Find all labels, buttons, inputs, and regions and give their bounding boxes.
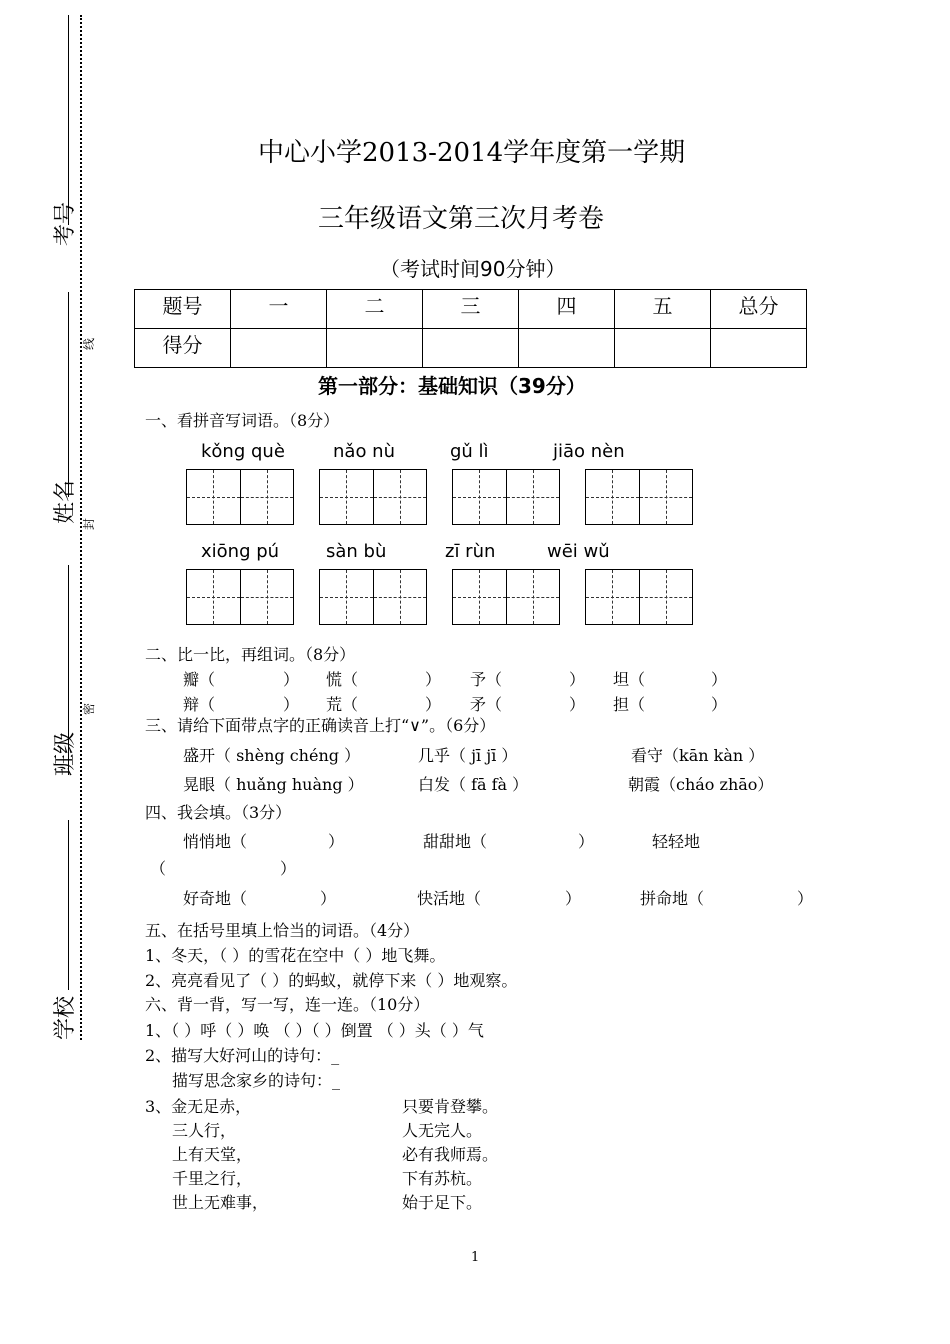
table-cell: 五: [615, 290, 711, 329]
q2-item: 担（: [613, 695, 646, 714]
xuexiao-label: 学校: [53, 995, 78, 1040]
q2-title: 二、比一比，再组词。（8分）: [145, 645, 356, 664]
table-cell: 总分: [711, 290, 807, 329]
pinyin-label: xiōng pú: [201, 541, 280, 562]
writing-grid[interactable]: [186, 569, 294, 625]
q4-item: 快活地（: [417, 889, 482, 908]
q4-item: 轻轻地: [652, 832, 701, 851]
q6-line: 2、描写大好河山的诗句：_: [145, 1046, 340, 1065]
q2-item: ）: [711, 695, 728, 714]
banji-label: 班级: [53, 731, 78, 776]
q2-item: ）: [283, 670, 300, 689]
q3-item: 朝霞（cháo zhāo）: [628, 775, 774, 794]
kaohao-label: 考号: [53, 201, 78, 246]
q2-item: 予（: [470, 670, 503, 689]
pinyin-label: gǔ lì: [450, 441, 489, 462]
q2-item: 荒（: [326, 695, 359, 714]
q4-item: 拼命地（: [640, 889, 705, 908]
q3-item: 看守（kān kàn ）: [631, 746, 765, 765]
q2-item: ）: [711, 670, 728, 689]
q6-line: 1、（ ）呼（ ）唤 （ ）（ ）倒置 （ ）头（ ）气: [145, 1021, 484, 1040]
q2-item: 矛（: [470, 695, 503, 714]
pinyin-label: jiāo nèn: [553, 441, 625, 462]
q2-item: 瓣（: [183, 670, 216, 689]
poem-right: 必有我师焉。: [402, 1145, 499, 1164]
q1-title: 一、看拼音写词语。（8分）: [145, 411, 340, 430]
q6-title: 六、背一背，写一写，连一连。（10分）: [145, 995, 430, 1014]
mi-marker: 密: [82, 702, 96, 715]
q5-line: 1、冬天，（ ）的雪花在空中（ ）地飞舞。: [145, 946, 446, 965]
page-number: 1: [471, 1250, 480, 1265]
score-table: [134, 289, 807, 368]
q2-item: ）: [425, 695, 442, 714]
xuexiao-underline: [68, 820, 69, 990]
q4-title: 四、我会填。（3分）: [145, 803, 292, 822]
pinyin-label: nǎo nù: [333, 441, 395, 462]
kaohao-underline: [68, 15, 69, 225]
table-cell: 三: [423, 290, 519, 329]
poem-left: 世上无难事，: [172, 1193, 269, 1212]
score-cell[interactable]: [423, 329, 519, 368]
poem-left: 上有天堂，: [172, 1145, 253, 1164]
pinyin-label: kǒng què: [201, 441, 285, 462]
exam-subtitle: 三年级语文第三次月考卷: [318, 204, 605, 234]
q2-item: ）: [569, 695, 586, 714]
exam-time: （考试时间90分钟）: [380, 257, 566, 281]
score-table-score-row: [135, 329, 807, 368]
writing-grid[interactable]: [452, 569, 560, 625]
score-table-header-row: [135, 290, 807, 329]
q2-item: 慌（: [326, 670, 359, 689]
table-cell: 一: [231, 290, 327, 329]
writing-grid[interactable]: [585, 569, 693, 625]
writing-grid[interactable]: [585, 469, 693, 525]
q2-item: ）: [283, 695, 300, 714]
pinyin-label: zī rùn: [445, 541, 496, 562]
q3-item: 盛开（ shèng chéng ）: [183, 746, 361, 765]
score-cell[interactable]: [711, 329, 807, 368]
poem-right: 人无完人。: [402, 1121, 483, 1140]
q5-line: 2、亮亮看见了（ ）的蚂蚁，就停下来（ ）地观察。: [145, 971, 518, 990]
q2-item: ）: [425, 670, 442, 689]
q2-item: 辩（: [183, 695, 216, 714]
writing-grid[interactable]: [186, 469, 294, 525]
poem-right: 下有苏杭。: [402, 1169, 483, 1188]
q4-item: ）: [565, 889, 582, 908]
score-cell[interactable]: [327, 329, 423, 368]
q4-item: ）: [320, 889, 337, 908]
table-cell: 题号: [135, 290, 231, 329]
xingming-underline-top: [68, 292, 69, 497]
writing-grid[interactable]: [319, 569, 427, 625]
q4-item: （: [150, 859, 167, 878]
pinyin-label: wēi wǔ: [547, 541, 610, 562]
table-cell: 得分: [135, 329, 231, 368]
score-cell[interactable]: [231, 329, 327, 368]
poem-left: 三人行，: [172, 1121, 237, 1140]
table-cell: 四: [519, 290, 615, 329]
q5-title: 五、在括号里填上恰当的词语。（4分）: [145, 921, 420, 940]
q4-item: ）: [328, 832, 345, 851]
table-cell: 二: [327, 290, 423, 329]
q4-item: ）: [280, 859, 297, 878]
q6-line: 描写思念家乡的诗句：_: [172, 1071, 341, 1090]
part1-title: 第一部分：基础知识（39分）: [318, 374, 586, 398]
q3-item: 白发（ fā fà ）: [418, 775, 529, 794]
pinyin-label: sàn bù: [326, 541, 387, 562]
xian-marker: 线: [82, 337, 96, 350]
score-cell[interactable]: [615, 329, 711, 368]
exam-title: 中心小学2013-2014学年度第一学期: [258, 138, 686, 168]
q4-item: 悄悄地（: [183, 832, 248, 851]
q4-item: 好奇地（: [183, 889, 248, 908]
q4-item: ）: [797, 889, 814, 908]
writing-grid[interactable]: [452, 469, 560, 525]
q3-title: 三、请给下面带点字的正确读音上打“∨”。（6分）: [145, 716, 496, 735]
poem-left: 千里之行，: [172, 1169, 253, 1188]
score-cell[interactable]: [519, 329, 615, 368]
q3-item: 晃眼（ huǎng huàng ）: [183, 775, 364, 794]
poem-right: 只要肯登攀。: [402, 1097, 499, 1116]
q3-item: 几乎（ jī jī ）: [418, 746, 518, 765]
poem-right: 始于足下。: [402, 1193, 483, 1212]
feng-marker: 封: [82, 517, 96, 530]
xingming-label: 姓名: [53, 479, 78, 524]
q2-item: ）: [569, 670, 586, 689]
q2-item: 坦（: [613, 670, 646, 689]
q4-item: ）: [578, 832, 595, 851]
writing-grid[interactable]: [319, 469, 427, 525]
q4-item: 甜甜地（: [423, 832, 488, 851]
poem-left: 3、金无足赤，: [145, 1097, 252, 1116]
